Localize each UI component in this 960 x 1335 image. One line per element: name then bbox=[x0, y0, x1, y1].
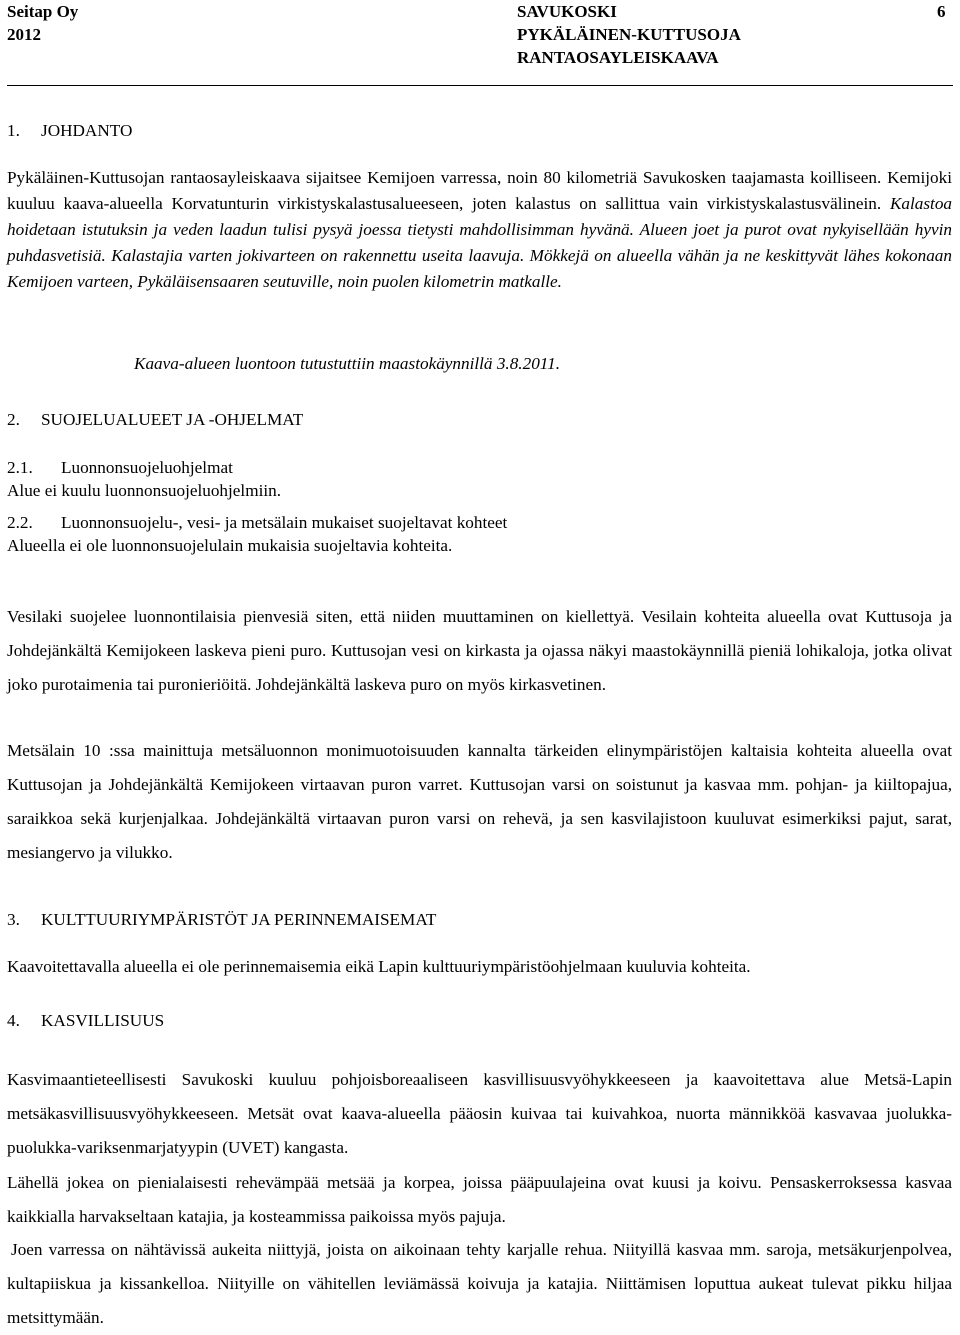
subsection-2-2 bbox=[7, 511, 952, 557]
subsection-text: Alue ei kuulu luonnonsuojeluohjelmiin. bbox=[7, 481, 282, 500]
header-center bbox=[517, 0, 741, 69]
section-title: KASVILLISUUS bbox=[41, 1011, 165, 1030]
vegetation-text-2: Lähellä jokea on pienialaisesti rehevämpää metsää ja korpea, joissa pääpuulajeina ovat kuusi ja koivu. Pensaskerroksessa kasvaa kaikkialla harvakseltaan katajia, ja kosteammissa paikoissa myös pajuja. bbox=[7, 1173, 952, 1226]
subsection-text: Alueella ei ole luonnonsuojelulain mukaisia suojeltavia kohteita. bbox=[7, 536, 453, 555]
page-number bbox=[937, 0, 946, 23]
header-divider bbox=[7, 85, 953, 86]
section-number: 3. bbox=[7, 910, 20, 929]
plan-name-line2: RANTAOSAYLEISKAAVA bbox=[517, 48, 719, 67]
forest-law-paragraph bbox=[7, 734, 952, 870]
section-heading-kulttuuriymparistot bbox=[7, 910, 952, 930]
survey-note bbox=[7, 354, 952, 374]
vegetation-paragraph-2 bbox=[7, 1166, 952, 1234]
company-name: Seitap Oy bbox=[7, 2, 79, 21]
fishing-text: Kalastoa hoidetaan istutuksin ja veden laadun tulisi pysyä joessa tietysti mahdollisimman hyvänä. Alueen joet ja purot ovat nykyisellään hyvin puhdasvetisiä. Kalastajia varten jokivarteen on rakennettu useita laavuja. Mökkejä on alueella vähän ja ne keskittyvät lähes kokonaan Kemijoen varteen, Pykäläisensaaren seutuville, noin puolen kilometrin matkalle. bbox=[7, 194, 953, 291]
subsection-number: 2.2. bbox=[7, 513, 33, 532]
section-title: KULTTUURIYMPÄRISTÖT JA PERINNEMAISEMAT bbox=[41, 910, 437, 929]
section-number: 1. bbox=[7, 121, 20, 140]
header-left bbox=[7, 0, 78, 46]
forest-law-text: Metsälain 10 :ssa mainittuja metsäluonnon monimuotoisuuden kannalta tärkeiden elinympäristöjen kaltaisia kohteita alueella ovat Kuttusojan ja Johdejänkältä Kemijokeen virtaavan puron varret. Kuttusojan varsi on soistunut ja kasvaa mm. pohjan- ja kiiltopajua, saraikkoa sekä kurjenjalkaa. Johdejänkältä virtaavan puron varsi on rehevä, ja sen kasvilajistoon kuuluvat esimerkiksi pajut, sarat, mesiangervo ja vilukko. bbox=[7, 741, 952, 862]
water-law-text: Vesilaki suojelee luonnontilaisia pienvesiä siten, että niiden muuttaminen on kiellettyä. Vesilain kohteita alueella ovat Kuttusoja ja Johdejänkältä Kemijokeen laskeva pieni puro. Kuttusojan vesi on kirkasta ja ojassa näkyi maastokäynnillä pieniä lohikaloja, jotka olivat joko purotaimenia tai puronieriöitä. Johdejänkältä laskeva puro on myös kirkasvetinen. bbox=[7, 607, 952, 694]
page-number-value: 6 bbox=[937, 2, 946, 21]
culture-paragraph bbox=[7, 957, 952, 977]
subsection-number: 2.1. bbox=[7, 458, 33, 477]
water-law-paragraph bbox=[7, 600, 952, 702]
subsection-title: Luonnonsuojeluohjelmat bbox=[61, 458, 233, 477]
municipality-name: SAVUKOSKI bbox=[517, 2, 617, 21]
culture-text: Kaavoitettavalla alueella ei ole perinnemaisemia eikä Lapin kulttuuriympäristöohjelmaan kuuluvia kohteita. bbox=[7, 957, 751, 976]
survey-note-text: Kaava-alueen luontoon tutustuttiin maastokäynnillä 3.8.2011. bbox=[134, 354, 560, 373]
section-heading-suojelualueet bbox=[7, 410, 952, 430]
section-number: 4. bbox=[7, 1011, 20, 1030]
subsection-2-1 bbox=[7, 456, 952, 502]
section-title: SUOJELUALUEET JA -OHJELMAT bbox=[41, 410, 304, 429]
section-title: JOHDANTO bbox=[41, 121, 133, 140]
subsection-title: Luonnonsuojelu-, vesi- ja metsälain mukaiset suojeltavat kohteet bbox=[61, 513, 508, 532]
section-number: 2. bbox=[7, 410, 20, 429]
vegetation-paragraph-1 bbox=[7, 1063, 952, 1165]
vegetation-paragraph-3 bbox=[7, 1233, 952, 1335]
section-heading-kasvillisuus bbox=[7, 1011, 952, 1031]
intro-text: Pykäläinen-Kuttusojan rantaosayleiskaava sijaitsee Kemijoen varressa, noin 80 kilometriä Savukosken taajamasta koilliseen. Kemijoki kuuluu kaava-alueella Korvatunturin virkistyskalastusalueeseen, joten kalastus on sallittua vain virkistyskalastusvälinein. bbox=[7, 168, 952, 213]
vegetation-text-3: Joen varressa on nähtävissä aukeita niittyjä, joista on aikoinaan tehty karjalle rehua. Niityillä kasvaa mm. saroja, metsäkurjenpolvea, kultapiiskua ja kissankelloa. Niityille on vähitellen leviämässä koivuja ja katajia. Niittämisen loputtua aukeat tulevat pikku hiljaa metsittymään. bbox=[7, 1240, 952, 1327]
section-heading-johdanto bbox=[7, 121, 952, 141]
intro-paragraph bbox=[7, 165, 952, 295]
plan-name-line1: PYKÄLÄINEN-KUTTUSOJA bbox=[517, 25, 741, 44]
document-year: 2012 bbox=[7, 25, 41, 44]
vegetation-text-1: Kasvimaantieteellisesti Savukoski kuuluu pohjoisboreaaliseen kasvillisuusvyöhykkeeseen ja kaavoitettava alue Metsä-Lapin metsäkasvillisuusvyöhykkeeseen. Metsät ovat kaava-alueella pääosin kuivaa tai kuivahkoa, nuorta männikköä kasvavaa juolukka-puolukka-variksenmarjatyypin (UVET) kangasta. bbox=[7, 1070, 952, 1157]
